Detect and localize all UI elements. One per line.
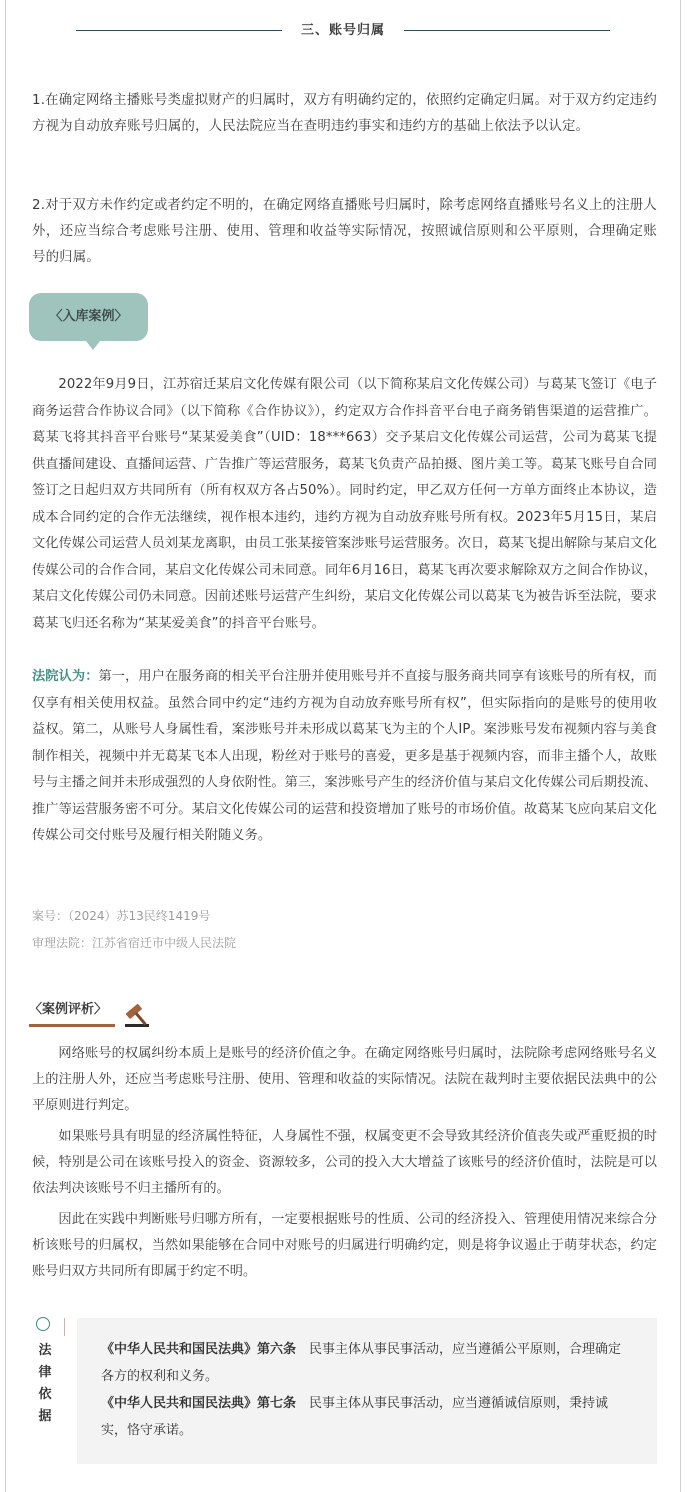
court-opinion-label: 法院认为：	[32, 669, 99, 684]
review-paragraph-3: 因此在实践中判断账号归哪方所有，一定要根据账号的性质、公司的经济投入、管理使用情况来综合分析该账号的归属权，当然如果能够在合同中对账号的归属进行明确约定，则是将争议遏止于萌芽状态，约定账号归双方共同所有即属于约定不明。	[32, 1212, 657, 1279]
label-char: 法	[38, 1343, 52, 1358]
legal-basis-box	[77, 1318, 657, 1464]
header-line-right	[404, 30, 610, 31]
case-label: 〈入库案例〉	[49, 309, 128, 324]
label-char: 依	[38, 1387, 52, 1402]
law-article-7-text: 民事主体从事民事活动，应当遵循诚信原则，秉持诚实，恪守承诺。	[101, 1396, 609, 1438]
law-article-7-name: 《中华人民共和国民法典》第七条	[101, 1396, 297, 1411]
frame-left-border	[5, 0, 6, 1492]
section-title: 三、账号归属	[300, 23, 385, 38]
court-opinion-text: 第一，用户在服务商的相关平台注册并使用账号并不直接与服务商共同享有该账号的所有权，而仅享有相关使用权益。虽然合同中约定“违约方视为自动放弃账号所有权”，但实际指向的是账号的使用收益权。第二，从账号人身属性看，案涉账号并未形成以葛某飞为主的个人IP。案涉账号发布视频内容与美食制作相关，视频中并无葛某飞本人出现，粉丝对于账号的喜爱，更多是基于视频内容，而非主播个人，故账号与主播之间并未形成强烈的人身依附性。第三，案涉账号产生的经济价值与某启文化传媒公司后期投流、推广等运营服务密不可分。某启文化传媒公司的运营和投资增加了账号的市场价值。故葛某飞应向某启文化传媒公司交付账号及履行相关附随义务。	[32, 669, 658, 843]
gavel-icon	[119, 1000, 159, 1028]
review-paragraph-2: 如果账号具有明显的经济属性特征，人身属性不强，权属变更不会导致其经济价值丧失或严重贬损的时候，特别是公司在该账号投入的资金、资源较多，公司的投入大大增益了该账号的经济价值时，法院是可以依法判决该账号不归主播所有的。	[32, 1129, 657, 1196]
rule-paragraph-1: 1.在确定网络主播账号类虚拟财产的归属时，双方有明确约定的，依照约定确定归属。对于双方约定违约方视为自动放弃账号归属的，人民法院应当在查明违约事实和违约方的基础上依法予以认定。	[32, 93, 657, 134]
review-title: 〈案例评析〉	[29, 1002, 108, 1017]
review-paragraph-1: 网络账号的权属纠纷本质上是账号的经济价值之争。在确定网络账号归属时，法院除考虑网络账号名义上的注册人外，还应当考虑账号注册、使用、管理和收益的实际情况。法院在裁判时主要依据民法典中的公平原则进行判定。	[32, 1046, 657, 1113]
trial-court: 审理法院：江苏省宿迁市中级人民法院	[32, 936, 237, 950]
vertical-divider	[64, 1318, 65, 1336]
review-underline	[29, 1024, 115, 1027]
law-article-6-name: 《中华人民共和国民法典》第六条	[101, 1342, 297, 1357]
legal-basis-text	[101, 1336, 631, 1444]
review-body	[32, 1041, 657, 1290]
law-article-6	[101, 1336, 631, 1390]
review-header	[29, 998, 169, 1030]
case-facts: 2022年9月9日，江苏宿迁某启文化传媒有限公司（以下简称某启文化传媒公司）与葛某飞签订《电子商务运营合作协议合同》（以下简称《合作协议》），约定双方合作抖音平台电子商务销售渠道的运营推广。葛某飞将其抖音平台账号“某某爱美食”（UID：18***663）交予某启文化传媒公司运营，公司为葛某飞提供直播间建设、直播间运营、广告推广等运营服务，葛某飞负责产品拍摄、图片美工等。葛某飞账号自合同签订之日起归双方共同所有（所有权双方各占50%）。同时约定，甲乙双方任何一方单方面终止本协议，造成本合同约定的合作无法继续，视作根本违约，违约方视为自动放弃账号所有权。2023年5月15日，某启文化传媒公司运营人员刘某龙离职，由员工张某接管案涉账号运营服务。次日，葛某飞提出解除与某启文化传媒公司的合作合同，某启文化传媒公司未同意。同年6月16日，葛某飞再次要求解除双方之间合作协议，某启文化传媒公司仍未同意。因前述账号运营产生纠纷，某启文化传媒公司以葛某飞为被告诉至法院，要求葛某飞归还名称为“某某爱美食”的抖音平台账号。	[32, 377, 657, 631]
label-char: 据	[38, 1409, 52, 1424]
case-label-bubble	[29, 293, 148, 341]
frame-right-border	[680, 0, 681, 1492]
bubble-tail	[86, 341, 100, 350]
court-opinion	[32, 664, 657, 850]
law-article-6-text: 民事主体从事民事活动，应当遵循公平原则，合理确定各方的权利和义务。	[101, 1342, 622, 1384]
case-number: 案号：（2024）苏13民终1419号	[32, 909, 211, 923]
label-char: 律	[38, 1365, 52, 1380]
rule-paragraph-2: 2.对于双方未作约定或者约定不明的，在确定网络直播账号归属时，除考虑网络直播账号名义上的注册人外，还应当综合考虑账号注册、使用、管理和收益等实际情况，按照诚信原则和公平原则，合理确定账号的归属。	[32, 198, 657, 265]
legal-basis-label	[38, 1340, 52, 1428]
section-header	[0, 20, 687, 42]
circle-icon	[36, 1317, 50, 1331]
law-article-7	[101, 1390, 631, 1444]
header-line-left	[76, 30, 282, 31]
